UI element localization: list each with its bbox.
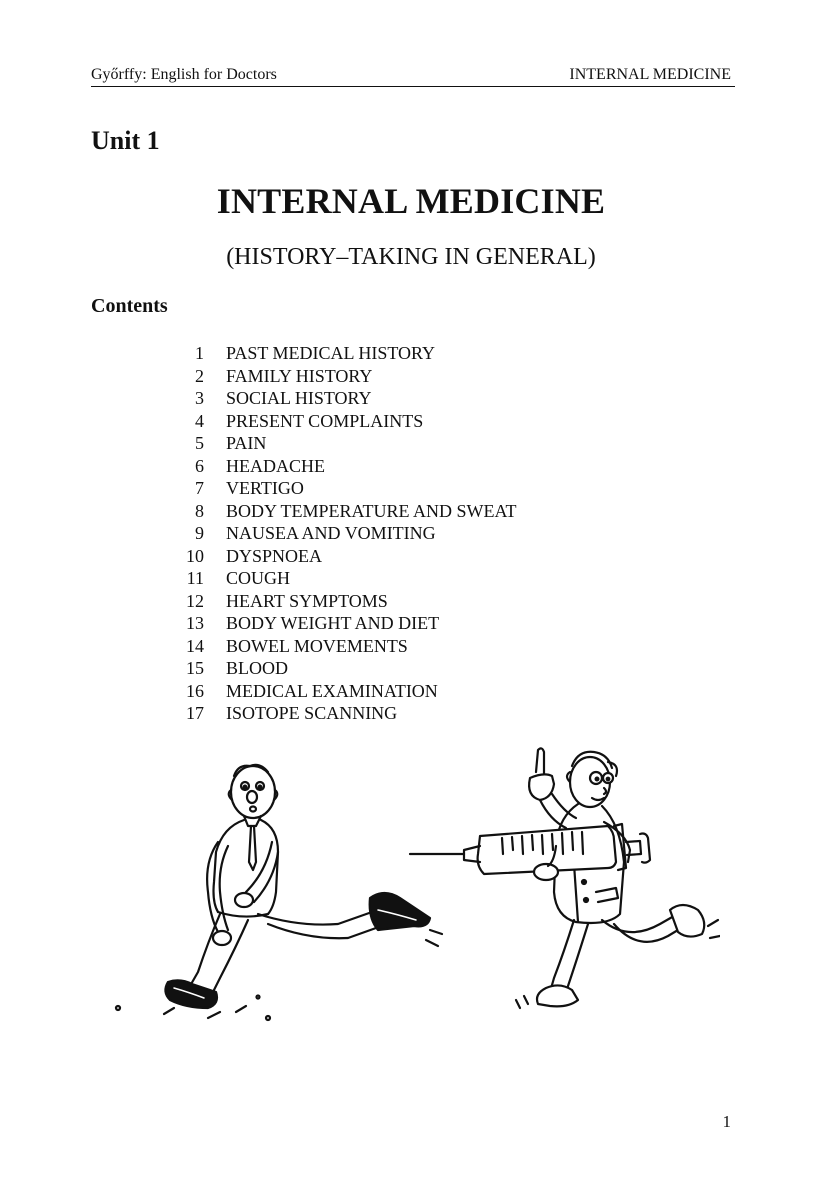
contents-item	[170, 680, 517, 703]
contents-item-label: ISOTOPE SCANNING	[226, 703, 398, 723]
contents-item-number: 9	[195, 523, 204, 543]
contents-item-number: 3	[195, 388, 204, 408]
contents-item-label: BODY WEIGHT AND DIET	[226, 613, 440, 633]
page-title: INTERNAL MEDICINE	[216, 181, 606, 221]
contents-item-number: 13	[186, 613, 204, 633]
running-patient-figure	[116, 765, 442, 1020]
contents-item	[170, 635, 517, 658]
contents-item-number: 8	[195, 500, 204, 521]
contents-item-label: PRESENT COMPLAINTS	[226, 410, 424, 431]
contents-item-number: 4	[195, 410, 204, 431]
contents-item-label: HEART SYMPTOMS	[226, 590, 388, 611]
contents-item	[170, 477, 517, 500]
contents-item	[170, 455, 517, 478]
contents-item-label: PAST MEDICAL HISTORY	[226, 343, 436, 363]
contents-item-number: 16	[186, 680, 204, 701]
contents-item-number: 7	[195, 478, 204, 498]
contents-item	[170, 342, 517, 365]
header-book-title: Győrffy: English for Doctors	[91, 66, 277, 83]
contents-item	[170, 657, 517, 680]
contents-item-number: 11	[186, 568, 204, 588]
doctor-with-syringe-figure	[410, 748, 720, 1008]
contents-item-label: BODY TEMPERATURE AND SWEAT	[226, 500, 517, 521]
contents-list	[170, 342, 517, 725]
header-chapter-title: INTERNAL MEDICINE	[569, 66, 731, 83]
contents-item	[170, 612, 517, 635]
unit-label: Unit 1	[91, 126, 160, 155]
contents-item	[170, 567, 517, 590]
contents-item-number: 2	[195, 365, 204, 386]
contents-item-label: MEDICAL EXAMINATION	[226, 680, 438, 701]
contents-item	[170, 590, 517, 613]
cartoon-doctor-chasing-patient-icon	[108, 742, 720, 1032]
contents-item	[170, 702, 517, 725]
contents-item-number: 14	[186, 635, 204, 656]
page-subtitle: (HISTORY–TAKING IN GENERAL)	[226, 244, 596, 270]
contents-heading: Contents	[91, 295, 168, 317]
contents-item-label: NAUSEA AND VOMITING	[226, 523, 436, 543]
contents-item	[170, 500, 517, 523]
contents-item-label: FAMILY HISTORY	[226, 365, 373, 386]
contents-item-label: SOCIAL HISTORY	[226, 388, 372, 408]
contents-item-number: 15	[186, 658, 204, 678]
contents-item-label: BLOOD	[226, 658, 288, 678]
contents-item	[170, 410, 517, 433]
contents-item	[170, 387, 517, 410]
contents-item-number: 6	[195, 455, 204, 476]
contents-item-number: 12	[186, 590, 204, 611]
contents-item	[170, 432, 517, 455]
page-number: 1	[722, 1112, 731, 1131]
contents-item-label: COUGH	[226, 568, 291, 588]
contents-item-label: PAIN	[226, 433, 267, 453]
contents-item-label: DYSPNOEA	[226, 545, 323, 566]
contents-item	[170, 522, 517, 545]
running-header	[91, 64, 735, 87]
contents-item-label: VERTIGO	[226, 478, 304, 498]
contents-item-label: BOWEL MOVEMENTS	[226, 635, 408, 656]
contents-item	[170, 545, 517, 568]
contents-item	[170, 365, 517, 388]
contents-item-number: 5	[195, 433, 204, 453]
contents-item-number: 1	[195, 343, 204, 363]
contents-item-label: HEADACHE	[226, 455, 325, 476]
contents-item-number: 17	[186, 703, 204, 723]
contents-item-number: 10	[186, 545, 204, 566]
